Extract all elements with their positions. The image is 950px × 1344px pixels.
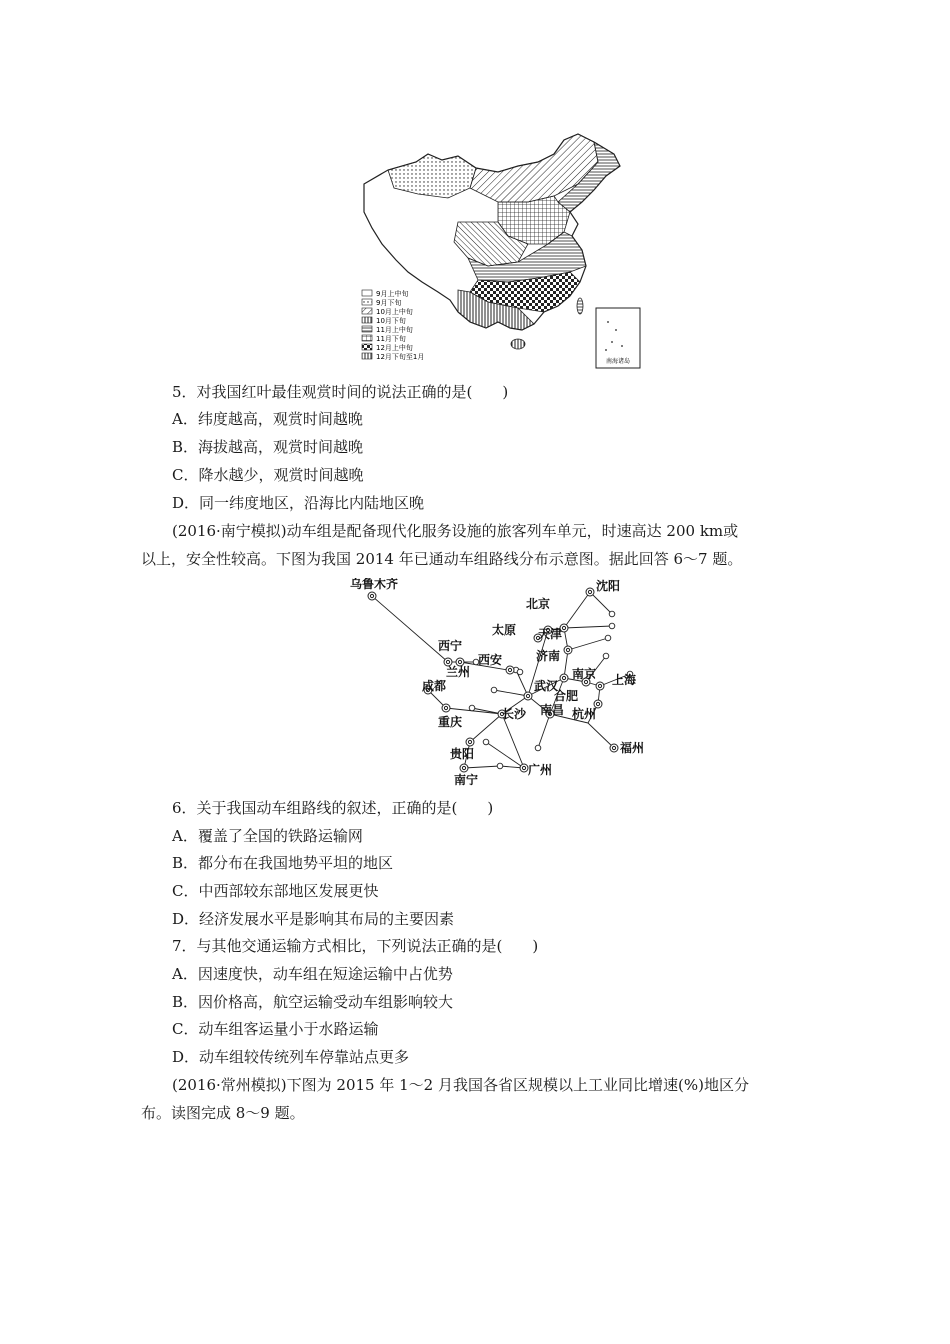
legend-item: 11月上中旬: [376, 326, 413, 334]
question-5-option-a[interactable]: A．纬度越高，观赏时间越晚: [172, 410, 363, 428]
legend-item: 12月上中旬: [376, 344, 413, 352]
city-label: 西安: [478, 653, 503, 667]
intro-8-9-line1: (2016·常州模拟)下图为 2015 年 1～2 月我国各省区规模以上工业同比增速(%)地区分: [172, 1076, 749, 1094]
city-label: 兰州: [446, 665, 471, 679]
question-6-option-d[interactable]: D．经济发展水平是影响其布局的主要因素: [172, 910, 455, 928]
city-label: 广州: [528, 763, 553, 777]
legend-item: 9月下旬: [376, 299, 402, 307]
city-label: 太原: [492, 623, 517, 637]
map-legend: [362, 289, 424, 361]
intro-8-9-line2: 布。读图完成 8～9 题。: [141, 1104, 305, 1122]
red-leaf-viewing-map: [358, 132, 648, 372]
city-label: 上海: [612, 673, 637, 687]
question-5-option-c[interactable]: C．降水越少，观赏时间越晚: [172, 466, 364, 484]
question-6-option-b[interactable]: B．都分布在我国地势平坦的地区: [172, 854, 394, 872]
legend-item: 9月上中旬: [376, 290, 409, 298]
question-7-option-b[interactable]: B．因价格高，航空运输受动车组影响较大: [172, 993, 454, 1011]
city-label: 南京: [572, 667, 597, 681]
city-label: 武汉: [534, 679, 559, 693]
question-7-option-d[interactable]: D．动车组较传统列车停靠站点更多: [172, 1048, 410, 1066]
intro-6-7-line1: (2016·南宁模拟)动车组是配备现代化服务设施的旅客列车单元，时速高达 200 km或: [172, 522, 739, 540]
question-7-option-a[interactable]: A．因速度快，动车组在短途运输中占优势: [172, 965, 453, 983]
emu-rail-network-map: [350, 578, 650, 788]
city-label: 济南: [536, 649, 561, 663]
city-label: 长沙: [502, 707, 527, 721]
city-label: 北京: [526, 597, 551, 611]
city-label: 福州: [620, 741, 645, 755]
legend-item: 10月上中旬: [376, 308, 413, 316]
question-6-stem: 6．关于我国动车组路线的叙述，正确的是( ): [172, 799, 494, 817]
question-7-stem: 7．与其他交通运输方式相比，下列说法正确的是( ): [172, 937, 539, 955]
question-5-option-b[interactable]: B．海拔越高，观赏时间越晚: [172, 438, 364, 456]
legend-item: 12月下旬至1月: [376, 353, 425, 361]
legend-item: 10月下旬: [376, 317, 406, 325]
city-label: 沈阳: [596, 579, 621, 593]
city-label: 南宁: [454, 773, 479, 787]
city-label: 重庆: [438, 715, 463, 729]
city-label: 乌鲁木齐: [350, 578, 399, 591]
city-label: 南昌: [540, 703, 565, 717]
legend-item: 11月下旬: [376, 335, 406, 343]
question-6-option-a[interactable]: A．覆盖了全国的铁路运输网: [172, 827, 363, 845]
question-7-option-c[interactable]: C．动车组客运量小于水路运输: [172, 1020, 379, 1038]
question-6-option-c[interactable]: C．中西部较东部地区发展更快: [172, 882, 379, 900]
city-label: 杭州: [572, 707, 597, 721]
question-5-option-d[interactable]: D．同一纬度地区，沿海比内陆地区晚: [172, 494, 425, 512]
question-5-stem: 5．对我国红叶最佳观赏时间的说法正确的是( ): [172, 383, 509, 401]
inset-label: 南海诸岛: [605, 358, 631, 365]
city-label: 合肥: [554, 689, 579, 703]
city-label: 西宁: [438, 639, 463, 653]
intro-6-7-line2: 以上，安全性较高。下图为我国 2014 年已通动车组路线分布示意图。据此回答 6～7 题。: [141, 550, 743, 568]
city-label: 成都: [422, 679, 447, 693]
city-label: 天津: [538, 627, 563, 641]
city-label: 贵阳: [450, 747, 475, 761]
